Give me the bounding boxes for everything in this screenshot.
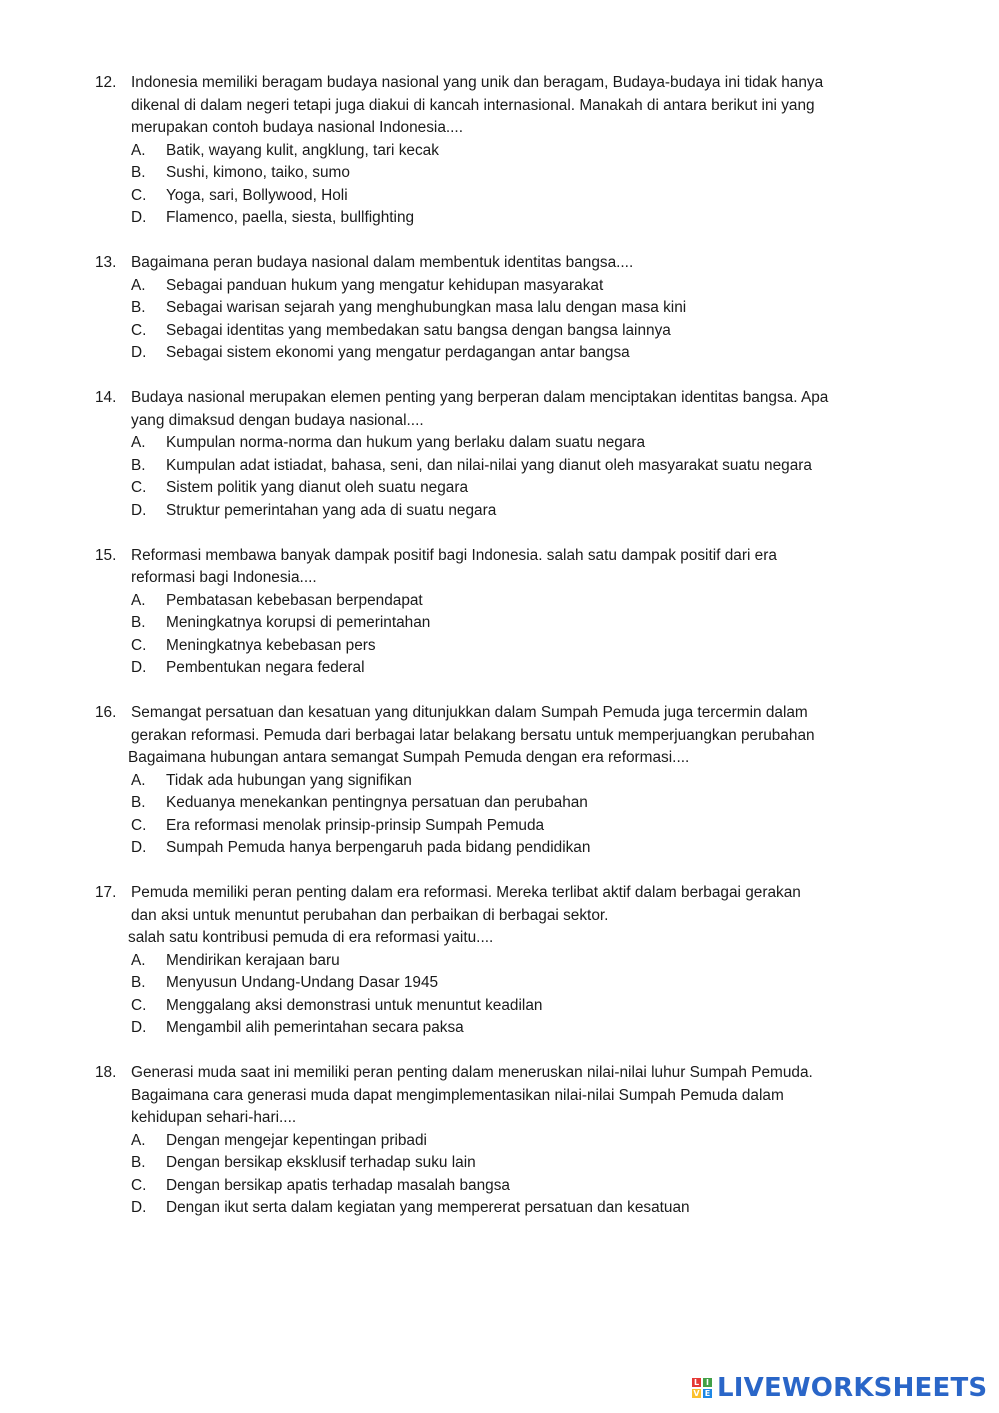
option-letter: D. xyxy=(131,839,147,856)
option-text: Sistem politik yang dianut oleh suatu negara xyxy=(166,479,469,496)
answer-option-c[interactable] xyxy=(0,320,999,343)
question-text: yang dimaksud dengan budaya nasional.... xyxy=(131,411,424,429)
question-text: Budaya nasional merupakan elemen penting yang berperan dalam menciptakan identitas bangsa. Apa xyxy=(131,389,829,406)
option-text: Meningkatnya korupsi di pemerintahan xyxy=(166,614,431,631)
option-letter: B. xyxy=(131,794,146,811)
answer-option-b[interactable] xyxy=(0,792,999,815)
logo-text: LIVEWORKSHEETS xyxy=(717,1373,988,1403)
question-text: reformasi bagi Indonesia.... xyxy=(131,569,317,586)
logo-square-3: V xyxy=(693,1389,700,1398)
question-text-line xyxy=(0,95,999,118)
answer-option-b[interactable] xyxy=(0,972,999,995)
question-text: Bagaimana peran budaya nasional dalam membentuk identitas bangsa.... xyxy=(131,254,634,271)
question-13 xyxy=(0,252,999,365)
liveworksheets-logo xyxy=(692,1372,987,1404)
answer-option-c[interactable] xyxy=(0,477,999,500)
question-text: Bagaimana cara generasi muda dapat mengimplementasikan nilai-nilai Sumpah Pemuda dalam xyxy=(131,1086,784,1104)
option-letter: C. xyxy=(131,321,147,339)
option-text: Pembentukan negara federal xyxy=(166,659,365,676)
option-text: Dengan bersikap apatis terhadap masalah bangsa xyxy=(166,1176,510,1194)
answer-option-d[interactable] xyxy=(0,207,999,230)
option-text: Struktur pemerintahan yang ada di suatu negara xyxy=(166,501,497,519)
question-text-line xyxy=(0,545,999,568)
option-text: Dengan bersikap eksklusif terhadap suku lain xyxy=(166,1154,476,1171)
option-text: Sumpah Pemuda hanya berpengaruh pada bidang pendidikan xyxy=(166,839,591,856)
answer-option-d[interactable] xyxy=(0,500,999,523)
answer-option-b[interactable] xyxy=(0,455,999,478)
question-text-line xyxy=(0,927,999,950)
question-number: 17. xyxy=(95,884,117,901)
answer-option-c[interactable] xyxy=(0,185,999,208)
answer-option-d[interactable] xyxy=(0,1017,999,1040)
answer-option-d[interactable] xyxy=(0,837,999,860)
option-letter: B. xyxy=(131,299,146,316)
answer-option-a[interactable] xyxy=(0,275,999,298)
question-text: salah satu kontribusi pemuda di era reformasi yaitu.... xyxy=(128,929,494,946)
option-text: Dengan ikut serta dalam kegiatan yang mempererat persatuan dan kesatuan xyxy=(166,1199,690,1216)
question-text-line xyxy=(0,905,999,928)
option-text: Sebagai sistem ekonomi yang mengatur perdagangan antar bangsa xyxy=(166,344,630,361)
question-number: 12. xyxy=(95,74,117,91)
option-text: Sebagai panduan hukum yang mengatur kehidupan masyarakat xyxy=(166,276,604,294)
option-text: Menggalang aksi demonstrasi untuk menuntut keadilan xyxy=(166,996,543,1014)
answer-option-b[interactable] xyxy=(0,1152,999,1175)
option-text: Mengambil alih pemerintahan secara paksa xyxy=(166,1019,464,1036)
option-letter: C. xyxy=(131,816,147,834)
option-letter: D. xyxy=(131,659,147,676)
answer-option-a[interactable] xyxy=(0,432,999,455)
question-number: 13. xyxy=(95,254,117,271)
question-text: Bagaimana hubungan antara semangat Sumpah Pemuda dengan era reformasi.... xyxy=(128,749,690,766)
question-15 xyxy=(0,545,999,680)
answer-option-c[interactable] xyxy=(0,635,999,658)
option-text: Era reformasi menolak prinsip-prinsip Sumpah Pemuda xyxy=(166,816,545,834)
option-letter: A. xyxy=(131,1131,146,1149)
question-text: gerakan reformasi. Pemuda dari berbagai latar belakang bersatu untuk memperjuangkan perubahan xyxy=(131,726,815,744)
answer-option-b[interactable] xyxy=(0,612,999,635)
option-letter: D. xyxy=(131,1019,147,1036)
question-16 xyxy=(0,702,999,860)
answer-option-a[interactable] xyxy=(0,590,999,613)
option-letter: A. xyxy=(131,434,146,451)
answer-option-b[interactable] xyxy=(0,162,999,185)
option-text: Sushi, kimono, taiko, sumo xyxy=(166,164,350,181)
question-text-line xyxy=(0,410,999,433)
answer-option-c[interactable] xyxy=(0,815,999,838)
question-text: merupakan contoh budaya nasional Indonesia.... xyxy=(131,119,463,136)
option-letter: A. xyxy=(131,141,146,159)
question-18 xyxy=(0,1062,999,1220)
question-text: Reformasi membawa banyak dampak positif bagi Indonesia. salah satu dampak positif dari era xyxy=(131,546,777,564)
question-number: 14. xyxy=(95,389,117,406)
option-letter: C. xyxy=(131,996,147,1014)
option-text: Yoga, sari, Bollywood, Holi xyxy=(166,186,348,204)
answer-option-a[interactable] xyxy=(0,950,999,973)
question-text: kehidupan sehari-hari.... xyxy=(131,1109,297,1126)
question-text: Generasi muda saat ini memiliki peran penting dalam meneruskan nilai-nilai luhur Sumpah Pemuda. xyxy=(131,1064,813,1081)
answer-option-b[interactable] xyxy=(0,297,999,320)
answer-option-a[interactable] xyxy=(0,770,999,793)
option-letter: A. xyxy=(131,276,146,294)
option-text: Tidak ada hubungan yang signifikan xyxy=(166,771,412,789)
option-letter: B. xyxy=(131,614,146,631)
question-text-line xyxy=(0,567,999,590)
question-14 xyxy=(0,387,999,522)
answer-option-c[interactable] xyxy=(0,995,999,1018)
option-letter: A. xyxy=(131,591,146,609)
option-text: Kumpulan adat istiadat, bahasa, seni, dan nilai-nilai yang dianut oleh masyarakat suatu negara xyxy=(166,456,812,474)
answer-option-d[interactable] xyxy=(0,342,999,365)
question-number: 15. xyxy=(95,546,117,564)
logo-square-4: E xyxy=(704,1389,711,1398)
answer-option-a[interactable] xyxy=(0,1130,999,1153)
question-text-line xyxy=(0,882,999,905)
option-text: Menyusun Undang-Undang Dasar 1945 xyxy=(166,974,439,991)
question-text-line xyxy=(0,252,999,275)
question-text: dikenal di dalam negeri tetapi juga diakui di kancah internasional. Manakah di antara berikut ini yang xyxy=(131,96,815,114)
option-text: Dengan mengejar kepentingan pribadi xyxy=(166,1131,427,1149)
option-letter: C. xyxy=(131,636,147,654)
option-letter: D. xyxy=(131,501,147,519)
option-text: Kumpulan norma-norma dan hukum yang berlaku dalam suatu negara xyxy=(166,434,646,451)
option-text: Flamenco, paella, siesta, bullfighting xyxy=(166,209,415,226)
option-text: Meningkatnya kebebasan pers xyxy=(166,636,376,654)
question-text-line xyxy=(0,72,999,95)
question-17 xyxy=(0,882,999,1040)
question-text-line xyxy=(0,1107,999,1130)
answer-option-d[interactable] xyxy=(0,657,999,680)
question-text: dan aksi untuk menuntut perubahan dan perbaikan di berbagai sektor. xyxy=(131,906,609,924)
option-text: Mendirikan kerajaan baru xyxy=(166,951,340,969)
option-letter: B. xyxy=(131,1154,146,1171)
worksheet-page xyxy=(0,72,999,1242)
option-text: Sebagai warisan sejarah yang menghubungkan masa lalu dengan masa kini xyxy=(166,299,687,316)
option-text: Batik, wayang kulit, angklung, tari kecak xyxy=(166,141,439,159)
option-letter: B. xyxy=(131,974,146,991)
question-text-line xyxy=(0,1062,999,1085)
option-letter: C. xyxy=(131,1176,147,1194)
option-text: Keduanya menekankan pentingnya persatuan dan perubahan xyxy=(166,794,588,811)
option-letter: B. xyxy=(131,164,146,181)
option-letter: D. xyxy=(131,344,147,361)
answer-option-a[interactable] xyxy=(0,140,999,163)
question-text-line xyxy=(0,747,999,770)
option-letter: D. xyxy=(131,1199,147,1216)
logo-square-2: I xyxy=(703,1378,712,1387)
logo-squares-icon xyxy=(692,1378,712,1398)
option-letter: A. xyxy=(131,951,146,969)
question-text-line xyxy=(0,1085,999,1108)
option-text: Sebagai identitas yang membedakan satu bangsa dengan bangsa lainnya xyxy=(166,321,671,339)
logo-square-1: L xyxy=(693,1378,700,1387)
question-text: Indonesia memiliki beragam budaya nasional yang unik dan beragam, Budaya-budaya ini tidak hanya xyxy=(131,74,824,91)
question-number: 18. xyxy=(95,1064,117,1081)
option-text: Pembatasan kebebasan berpendapat xyxy=(166,591,423,609)
answer-option-c[interactable] xyxy=(0,1175,999,1198)
question-text-line xyxy=(0,117,999,140)
option-letter: D. xyxy=(131,209,147,226)
question-text: Semangat persatuan dan kesatuan yang ditunjukkan dalam Sumpah Pemuda juga tercermin dalam xyxy=(131,704,808,721)
option-letter: A. xyxy=(131,771,146,789)
answer-option-d[interactable] xyxy=(0,1197,999,1220)
question-text-line xyxy=(0,702,999,725)
question-text-line xyxy=(0,725,999,748)
question-text: Pemuda memiliki peran penting dalam era reformasi. Mereka terlibat aktif dalam berbagai gerakan xyxy=(131,884,801,901)
question-12 xyxy=(0,72,999,230)
question-number: 16. xyxy=(95,704,117,721)
option-letter: C. xyxy=(131,479,147,496)
option-letter: C. xyxy=(131,186,147,204)
question-text-line xyxy=(0,387,999,410)
option-letter: B. xyxy=(131,456,146,474)
